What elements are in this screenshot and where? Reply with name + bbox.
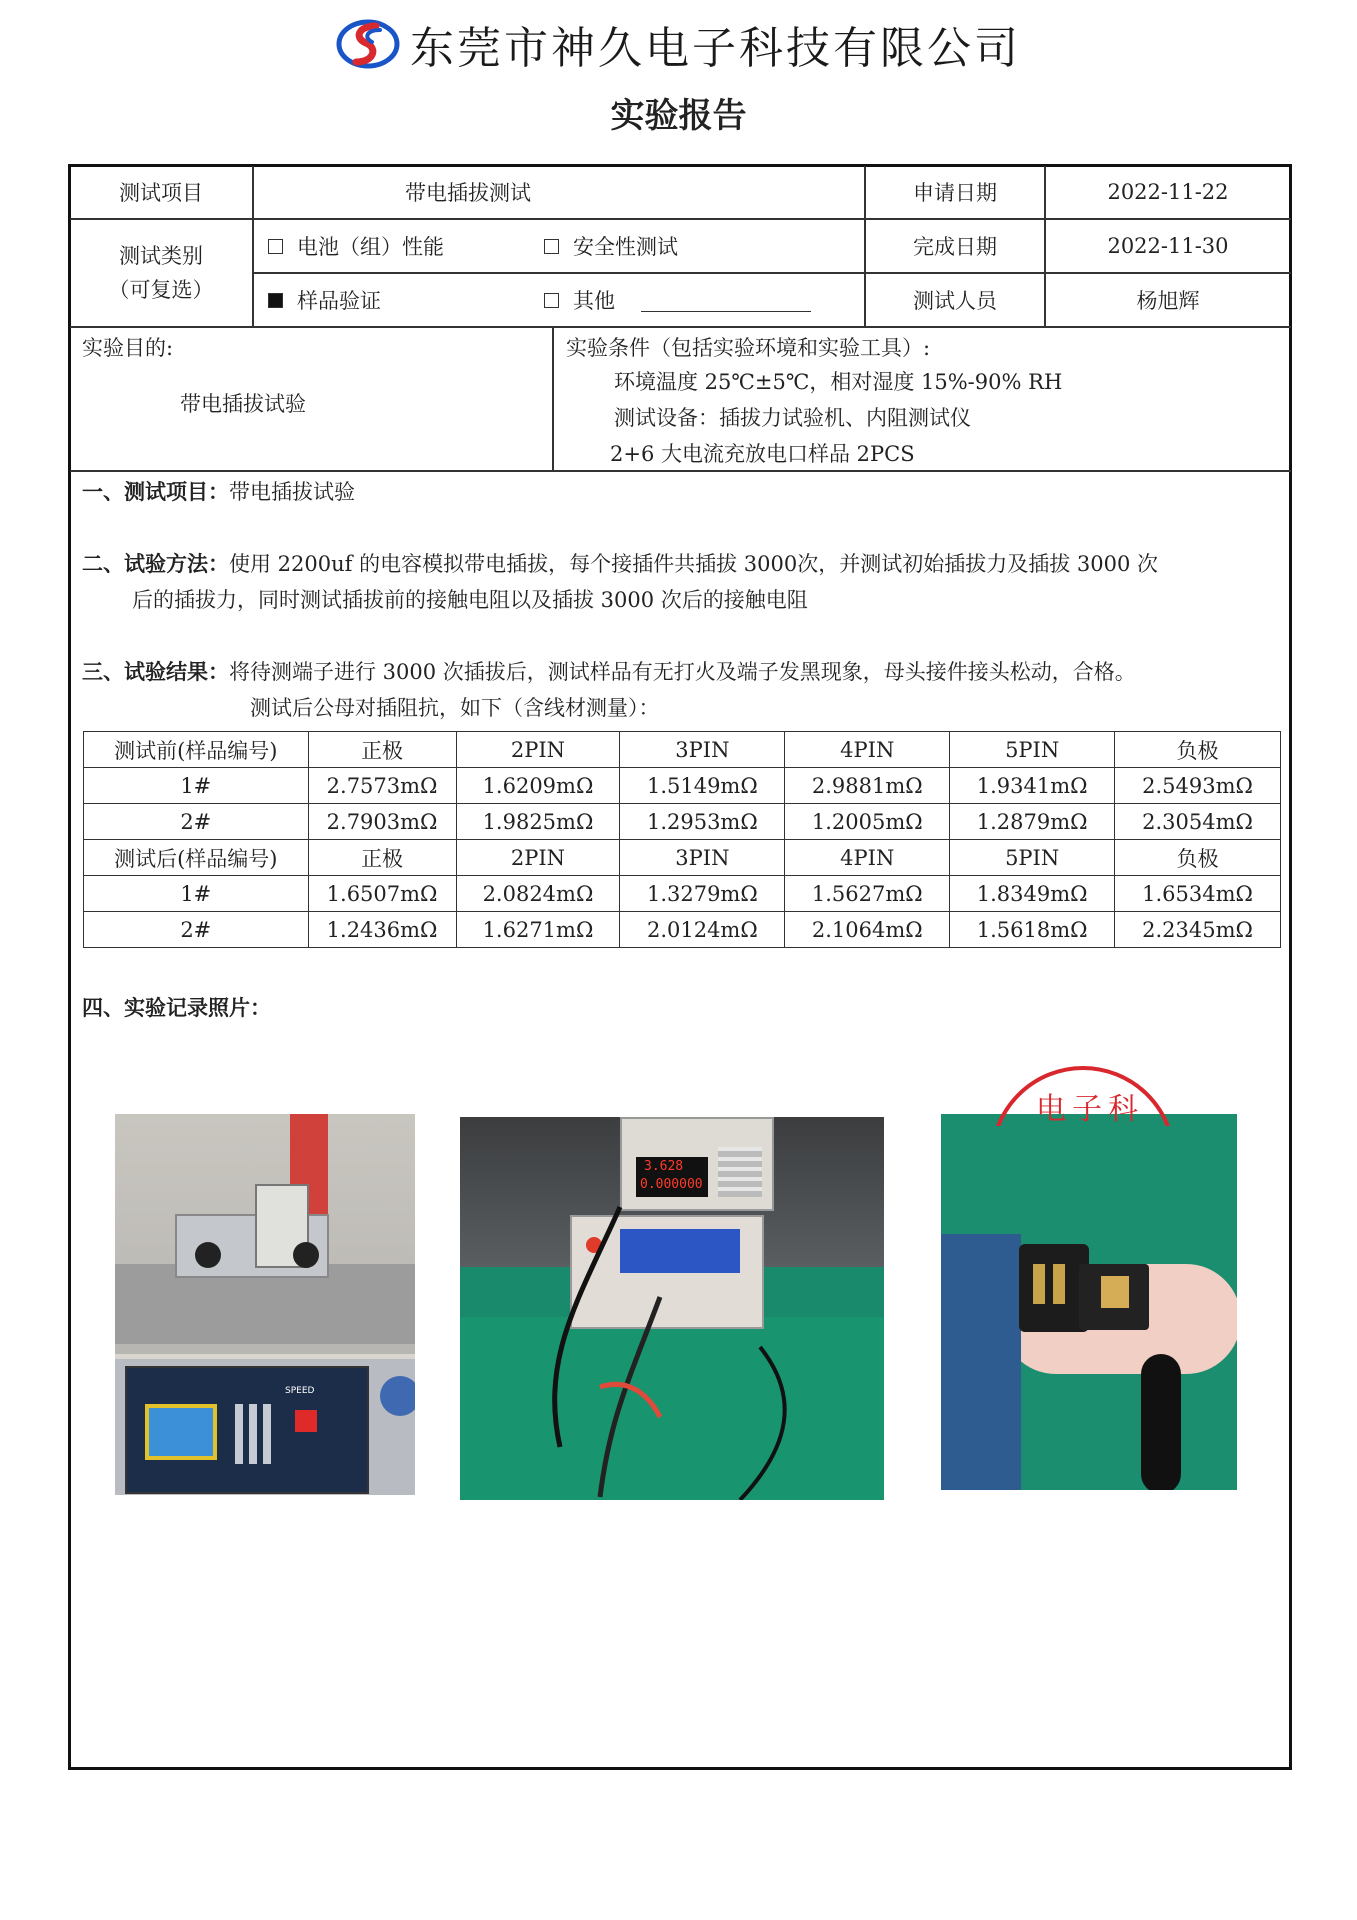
section-3-title: 三、试验结果：	[82, 660, 229, 684]
section-4-title: 四、实验记录照片：	[82, 996, 271, 1020]
option-sample-label: 样品验证	[297, 289, 381, 313]
checkbox-unchecked-icon[interactable]	[544, 239, 559, 254]
company-logo-icon	[336, 16, 400, 72]
seal-text: 电子科	[1036, 1092, 1144, 1126]
conditions-line3: 2+6 大电流充放电口样品 2PCS	[610, 442, 915, 466]
section-2	[82, 546, 1158, 582]
purpose-value: 带电插拔试验	[180, 392, 306, 416]
table-cell: 负极	[1115, 840, 1281, 876]
conditions-label: 实验条件（包括实验环境和实验工具）:	[566, 336, 931, 360]
photo-resistance-meter	[460, 1117, 884, 1500]
table-cell: 2.7903mΩ	[308, 804, 456, 840]
company-name: 东莞市神久电子科技有限公司	[410, 23, 1021, 74]
section-2-text-2: 后的插拔力，同时测试插拔前的接触电阻以及插拔 3000 次后的接触电阻	[132, 588, 808, 612]
apply-date-label: 申请日期	[913, 181, 997, 205]
table-cell: 1.2436mΩ	[308, 912, 456, 948]
section-2-title: 二、试验方法：	[82, 552, 229, 576]
table-cell: 1.6534mΩ	[1115, 876, 1281, 912]
conditions-line2: 测试设备：插拔力试验机、内阻测试仪	[614, 406, 971, 430]
table-cell: 2PIN	[456, 840, 620, 876]
table-cell: 4PIN	[785, 732, 950, 768]
table-row	[84, 876, 1281, 912]
table-cell: 1.5627mΩ	[785, 876, 950, 912]
checkbox-checked-icon[interactable]	[268, 293, 283, 308]
divider	[70, 326, 1291, 328]
option-sample[interactable]	[268, 274, 528, 326]
section-2-text-1: 使用 2200uf 的电容模拟带电插拔，每个接插件共插拔 3000次，并测试初始插拔力及插拔 3000 次	[229, 552, 1159, 576]
checkbox-unchecked-icon[interactable]	[544, 293, 559, 308]
cable-wires-icon	[460, 1117, 884, 1500]
table-cell: 2.0824mΩ	[456, 876, 620, 912]
finish-date-label: 完成日期	[913, 235, 997, 259]
table-cell: 2.9881mΩ	[785, 768, 950, 804]
section-4	[82, 990, 271, 1026]
table-cell: 1.5618mΩ	[950, 912, 1115, 948]
table-cell: 1.6507mΩ	[308, 876, 456, 912]
table-row-header-cell: 2#	[84, 912, 309, 948]
table-cell: 5PIN	[950, 732, 1115, 768]
table-row-header-cell: 2#	[84, 804, 309, 840]
table-row	[84, 840, 1281, 876]
finish-date-value: 2022-11-30	[1107, 234, 1229, 258]
table-row	[84, 912, 1281, 948]
table-cell: 1.6271mΩ	[456, 912, 620, 948]
test-type-sub: （可复选）	[108, 278, 214, 302]
table-cell: 3PIN	[620, 732, 785, 768]
company-seal-stamp	[990, 1066, 1180, 1126]
photo-test-machine	[115, 1114, 415, 1495]
section-1-text: 带电插拔试验	[229, 480, 355, 504]
table-cell: 4PIN	[785, 840, 950, 876]
table-cell: 1.8349mΩ	[950, 876, 1115, 912]
purpose-label: 实验目的:	[82, 336, 174, 360]
table-cell: 正极	[308, 840, 456, 876]
table-cell: 5PIN	[950, 840, 1115, 876]
table-cell: 1.9341mΩ	[950, 768, 1115, 804]
tester-value: 杨旭辉	[1136, 289, 1200, 313]
tester-label: 测试人员	[913, 289, 997, 313]
option-other[interactable]	[544, 274, 854, 326]
report-title: 实验报告	[610, 96, 747, 136]
divider	[70, 470, 1291, 472]
table-cell: 2PIN	[456, 732, 620, 768]
resistance-table	[83, 731, 1281, 948]
table-cell: 1.2953mΩ	[620, 804, 785, 840]
table-cell: 2.0124mΩ	[620, 912, 785, 948]
section-1-title: 一、测试项目：	[82, 480, 229, 504]
table-cell: 正极	[308, 732, 456, 768]
table-cell: 负极	[1115, 732, 1281, 768]
table-cell: 1.2005mΩ	[785, 804, 950, 840]
table-cell: 1.3279mΩ	[620, 876, 785, 912]
divider	[552, 326, 554, 470]
table-row-header-cell: 测试前(样品编号)	[84, 732, 309, 768]
section-1	[82, 474, 355, 510]
table-row-header-cell: 1#	[84, 876, 309, 912]
table-cell: 1.9825mΩ	[456, 804, 620, 840]
table-cell: 1.6209mΩ	[456, 768, 620, 804]
option-safety[interactable]	[544, 220, 804, 272]
option-safety-label: 安全性测试	[573, 235, 678, 259]
table-cell: 2.2345mΩ	[1115, 912, 1281, 948]
machine-speed-label: SPEED	[285, 1386, 315, 1396]
table-cell: 2.1064mΩ	[785, 912, 950, 948]
table-row	[84, 732, 1281, 768]
apply-date-value: 2022-11-22	[1107, 180, 1229, 204]
table-row	[84, 804, 1281, 840]
section-3-text-2: 测试后公母对插阻抗，如下（含线材测量）：	[250, 696, 660, 720]
checkbox-unchecked-icon[interactable]	[268, 239, 283, 254]
table-cell: 1.5149mΩ	[620, 768, 785, 804]
section-3-text-1: 将待测端子进行 3000 次插拔后，测试样品有无打火及端子发黑现象，母头接件接头松动，合格。	[229, 660, 1136, 684]
table-cell: 2.3054mΩ	[1115, 804, 1281, 840]
table-cell: 2.5493mΩ	[1115, 768, 1281, 804]
table-row	[84, 768, 1281, 804]
table-cell: 2.7573mΩ	[308, 768, 456, 804]
company-header	[0, 14, 1357, 74]
table-row-header-cell: 测试后(样品编号)	[84, 840, 309, 876]
table-cell: 3PIN	[620, 840, 785, 876]
table-cell: 1.2879mΩ	[950, 804, 1115, 840]
table-row-header-cell: 1#	[84, 768, 309, 804]
option-other-label: 其他	[573, 289, 615, 313]
option-battery[interactable]	[268, 220, 528, 272]
test-item-value: 带电插拔测试	[405, 181, 531, 205]
other-blank-field[interactable]	[641, 289, 811, 312]
meter-reading-2: 0.000000	[640, 1177, 703, 1192]
conditions-line1: 环境温度 25℃±5℃，相对湿度 15%-90% RH	[614, 370, 1063, 394]
photo-connector-sample	[941, 1114, 1237, 1490]
section-3	[82, 654, 1136, 690]
test-type-label: 测试类别	[119, 244, 203, 268]
option-battery-label: 电池（组）性能	[297, 235, 444, 259]
test-item-label: 测试项目	[119, 181, 203, 205]
meter-reading-1: 3.628	[644, 1159, 684, 1174]
